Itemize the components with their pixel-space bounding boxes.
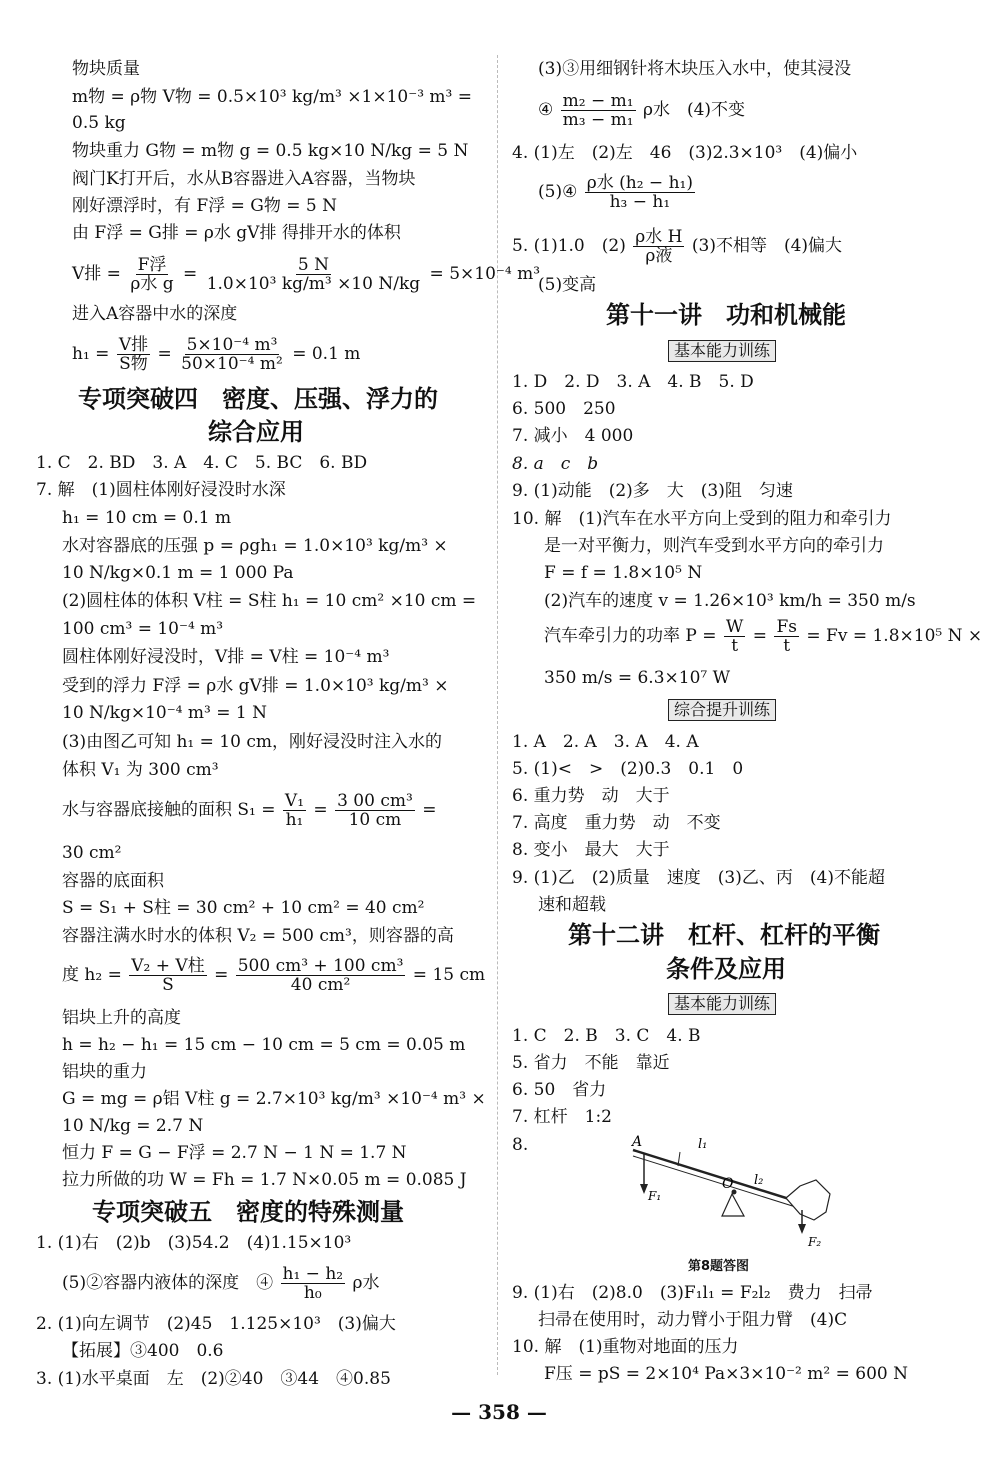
text-line: 7. 解 (1)圆柱体刚好浸没时水深	[36, 480, 286, 500]
fraction: $\frac{\text{3 00 cm³}}{10 cm}$	[337, 791, 413, 830]
text-line: 6. 50 省力	[512, 1080, 607, 1100]
column-divider	[497, 55, 499, 1375]
text-line: 10. 解 (1)汽车在水平方向上受到的阻力和牵引力	[512, 509, 892, 529]
text-line: h = h₂ − h₁ = 15 cm − 10 cm = 5 cm = 0.05 m	[62, 1035, 466, 1055]
text-line: 速和超载	[538, 895, 606, 915]
text-line: 进入A容器中水的深度	[72, 304, 238, 324]
fraction: $\frac{\text{ρ水 H}}{\text{ρ液}}$	[635, 227, 683, 266]
text-line: F压 = pS = 2×10⁴ Pa×3×10⁻² m² = 600 N	[544, 1364, 908, 1384]
fraction: $\frac{\text{ρ水 (h₂ − h₁)}}{\text{h₃ − h₁}}$	[586, 173, 693, 212]
page-number: — 358 —	[451, 1400, 547, 1424]
fraction: $\frac{\text{h₁ − h₂}}{\text{h₀}}$	[282, 1264, 344, 1303]
formula-line: (5)④ $\frac{\text{ρ水 (h₂ − h₁)}}{\text{h₃ − h₁}}$	[538, 173, 693, 212]
text-line: 由 F浮 = G排 = ρ水 gV排 得排开水的体积	[72, 223, 401, 243]
text-line: 8. 变小 最大 大于	[512, 840, 670, 860]
text-line: (2)圆柱体的体积 V柱 = S柱 h₁ = 10 cm² ×10 cm =	[62, 591, 477, 611]
formula-line: (5)②容器内液体的深度 ④ $\frac{\text{h₁ − h₂}}{\text{h₀}}$ ρ水	[62, 1264, 380, 1303]
text-line: 5. (1)< > (2)0.3 0.1 0	[512, 759, 744, 779]
fraction: $\frac{\text{5×10⁻⁴ m³}}{\text{50×10⁻⁴ m²}}$	[181, 335, 283, 374]
text-line: 容器注满水时水的体积 V₂ = 500 cm³，则容器的高	[62, 926, 454, 946]
label-l2: l₂	[754, 1173, 764, 1188]
text-line: 是一对平衡力，则汽车受到水平方向的牵引力	[544, 536, 884, 556]
text-line: 8. a c b	[512, 454, 599, 474]
text-line: 1. C 2. B 3. C 4. B	[512, 1026, 701, 1046]
text-line: 30 cm²	[62, 843, 122, 863]
text-line: 扫帚在使用时，动力臂小于阻力臂 (4)C	[538, 1310, 848, 1330]
text-line: G = mg = ρ铝 V柱 g = 2.7×10³ kg/m³ ×10⁻⁴ m³ ×	[62, 1089, 486, 1109]
fraction: $\frac{Fs}{t}$	[776, 617, 797, 656]
arrow-head-icon	[640, 1184, 648, 1194]
text-line: m物 = ρ物 V物 = 0.5×10³ kg/m³ ×1×10⁻³ m³ =	[72, 87, 472, 107]
text-line: 1. A 2. A 3. A 4. A	[512, 732, 699, 752]
text-line: 拉力所做的功 W = Fh = 1.7 N×0.05 m = 0.085 J	[62, 1170, 467, 1190]
formula-line: 汽车牵引力的功率 P = $\frac{W}{t}$ = $\frac{Fs}{t}$ = Fv = 1.8×10⁵ N ×	[544, 617, 983, 656]
text-line: 4. (1)左 (2)左 46 (3)2.3×10³ (4)偏小	[512, 143, 858, 163]
fraction: $\frac{\text{F浮}}{\text{ρ水 g}}$	[130, 255, 174, 294]
text-line: (3)③用细钢针将木块压入水中，使其浸没	[538, 59, 852, 79]
formula-text: V排 =	[72, 264, 121, 284]
training-label: 综合提升训练	[668, 699, 776, 721]
text-line: 7. 杠杆 1:2	[512, 1107, 612, 1127]
text-line: 体积 V₁ 为 300 cm³	[62, 760, 219, 780]
training-label: 基本能力训练	[668, 340, 776, 362]
fulcrum	[722, 1194, 744, 1216]
text-line: 6. 500 250	[512, 399, 616, 419]
formula-line: V排 = $\frac{\text{F浮}}{\text{ρ水 g}}$ = $\frac{5 N}{\text{1.0×10³ kg/m³ ×10 N/kg}}$ = 5×10⁻⁴ m³	[72, 255, 541, 294]
training-label: 基本能力训练	[668, 993, 776, 1015]
text-line: 10 N/kg = 2.7 N	[62, 1116, 204, 1136]
text-line: 受到的浮力 F浮 = ρ水 gV排 = 1.0×10³ kg/m³ ×	[62, 676, 449, 696]
text-line: 【拓展】③400 0.6	[62, 1341, 224, 1361]
text-line: 10 N/kg×0.1 m = 1 000 Pa	[62, 563, 294, 583]
text-line: 铝块的重力	[62, 1062, 147, 1082]
text-line: 9. (1)右 (2)8.0 (3)F₁l₁ = F₂l₂ 费力 扫帚	[512, 1283, 873, 1303]
text-line: 物块质量	[72, 59, 140, 79]
text-line: 铝块上升的高度	[62, 1008, 181, 1028]
formula-line: 水与容器底接触的面积 S₁ = $\frac{\text{V₁}}{\text{h₁}}$ = $\frac{\text{3 00 cm³}}{10 cm}$ =	[62, 791, 437, 830]
fraction: $\frac{\text{V₁}}{\text{h₁}}$	[284, 791, 305, 830]
label-l1: l₁	[698, 1137, 708, 1152]
formula-line: 5. (1)1.0 (2) $\frac{\text{ρ水 H}}{\text{ρ液}}$ (3)不相等 (4)偏大	[512, 227, 843, 266]
section-heading: 第十二讲 杠杆、杠杆的平衡	[568, 921, 880, 949]
text-line: 1. C 2. BD 3. A 4. C 5. BC 6. BD	[36, 453, 368, 473]
text-line: 5. 省力 不能 靠近	[512, 1053, 670, 1073]
text-line: 8.	[512, 1135, 529, 1155]
heavy-object	[786, 1180, 830, 1220]
fraction: $\frac{\text{V排}}{\text{S物}}$	[118, 335, 149, 374]
text-line: 7. 减小 4 000	[512, 426, 634, 446]
text-line: 阀门K打开后，水从B容器进入A容器，当物块	[72, 169, 416, 189]
text-line: 9. (1)动能 (2)多 大 (3)阻 匀速	[512, 481, 793, 501]
label-O: O	[722, 1176, 734, 1192]
text-line: h₁ = 10 cm = 0.1 m	[62, 508, 232, 528]
formula-line: ④ $\frac{\text{m₂ − m₁}}{\text{m₃ − m₁}}$ ρ水 (4)不变	[538, 91, 746, 130]
lever-diagram	[618, 1128, 848, 1256]
formula-line: h₁ = $\frac{\text{V排}}{\text{S物}}$ = $\frac{\text{5×10⁻⁴ m³}}{\text{50×10⁻⁴ m²}}$ = 0.1 m	[72, 335, 361, 374]
arrow-head-icon	[798, 1224, 806, 1234]
text-line: 2. (1)向左调节 (2)45 1.125×10³ (3)偏大	[36, 1314, 396, 1334]
fraction: $\frac{\text{V₂ + V柱}}{S}$	[131, 956, 205, 995]
text-line: 圆柱体刚好浸没时，V排 = V柱 = 10⁻⁴ m³	[62, 647, 390, 667]
figure-caption: 第8题答图	[688, 1259, 750, 1274]
text-line: 100 cm³ = 10⁻⁴ m³	[62, 619, 224, 639]
text-line: (3)由图乙可知 h₁ = 10 cm，刚好浸没时注入水的	[62, 732, 442, 752]
text-line: 6. 重力势 动 大于	[512, 786, 670, 806]
section-heading: 专项突破五 密度的特殊测量	[92, 1198, 404, 1226]
text-line: 0.5 kg	[72, 113, 126, 133]
label-F2: F₂	[808, 1235, 822, 1249]
fraction: $\frac{\text{m₂ − m₁}}{\text{m₃ − m₁}}$	[562, 91, 634, 130]
text-line: 刚好漂浮时，有 F浮 = G物 = 5 N	[72, 196, 337, 216]
text-line: (5)变高	[538, 275, 597, 295]
section-heading: 第十一讲 功和机械能	[606, 301, 846, 329]
fraction: $\frac{\text{500 cm³ + 100 cm³}}{\text{40 cm²}}$	[237, 956, 404, 995]
text-line: 7. 高度 重力势 动 不变	[512, 813, 721, 833]
label-F1: F₁	[648, 1189, 662, 1203]
fraction: $\frac{W}{t}$	[725, 617, 744, 656]
text-line: 物块重力 G物 = m物 g = 0.5 kg×10 N/kg = 5 N	[72, 141, 469, 161]
formula-line: 度 h₂ = $\frac{\text{V₂ + V柱}}{S}$ = $\frac{\text{500 cm³ + 100 cm³}}{\text{40 cm²}}$ = 15 cm	[62, 956, 486, 995]
section-heading: 专项突破四 密度、压强、浮力的	[78, 385, 438, 413]
text-line: 1. (1)右 (2)b (3)54.2 (4)1.15×10³	[36, 1233, 352, 1253]
text-line: 容器的底面积	[62, 871, 164, 891]
text-line: 9. (1)乙 (2)质量 速度 (3)乙、丙 (4)不能超	[512, 868, 885, 888]
text-line: 水对容器底的压强 p = ρgh₁ = 1.0×10³ kg/m³ ×	[62, 536, 448, 556]
label-A: A	[632, 1134, 643, 1150]
text-line: F = f = 1.8×10⁵ N	[544, 563, 703, 583]
text-line: 3. (1)水平桌面 左 (2)②40 ③44 ④0.85	[36, 1369, 391, 1389]
text-line: 350 m/s = 6.3×10⁷ W	[544, 668, 731, 688]
text-line: 10 N/kg×10⁻⁴ m³ = 1 N	[62, 703, 267, 723]
text-line: 10. 解 (1)重物对地面的压力	[512, 1337, 739, 1357]
text-line: S = S₁ + S柱 = 30 cm² + 10 cm² = 40 cm²	[62, 898, 425, 918]
text-line: 1. D 2. D 3. A 4. B 5. D	[512, 372, 754, 392]
text-line: 恒力 F = G − F浮 = 2.7 N − 1 N = 1.7 N	[62, 1143, 407, 1163]
fraction: $\frac{5 N}{\text{1.0×10³ kg/m³ ×10 N/kg}}$	[206, 255, 421, 294]
section-heading: 条件及应用	[666, 955, 786, 983]
section-heading: 综合应用	[208, 418, 304, 446]
text-line: (2)汽车的速度 v = 1.26×10³ km/h = 350 m/s	[544, 591, 916, 611]
